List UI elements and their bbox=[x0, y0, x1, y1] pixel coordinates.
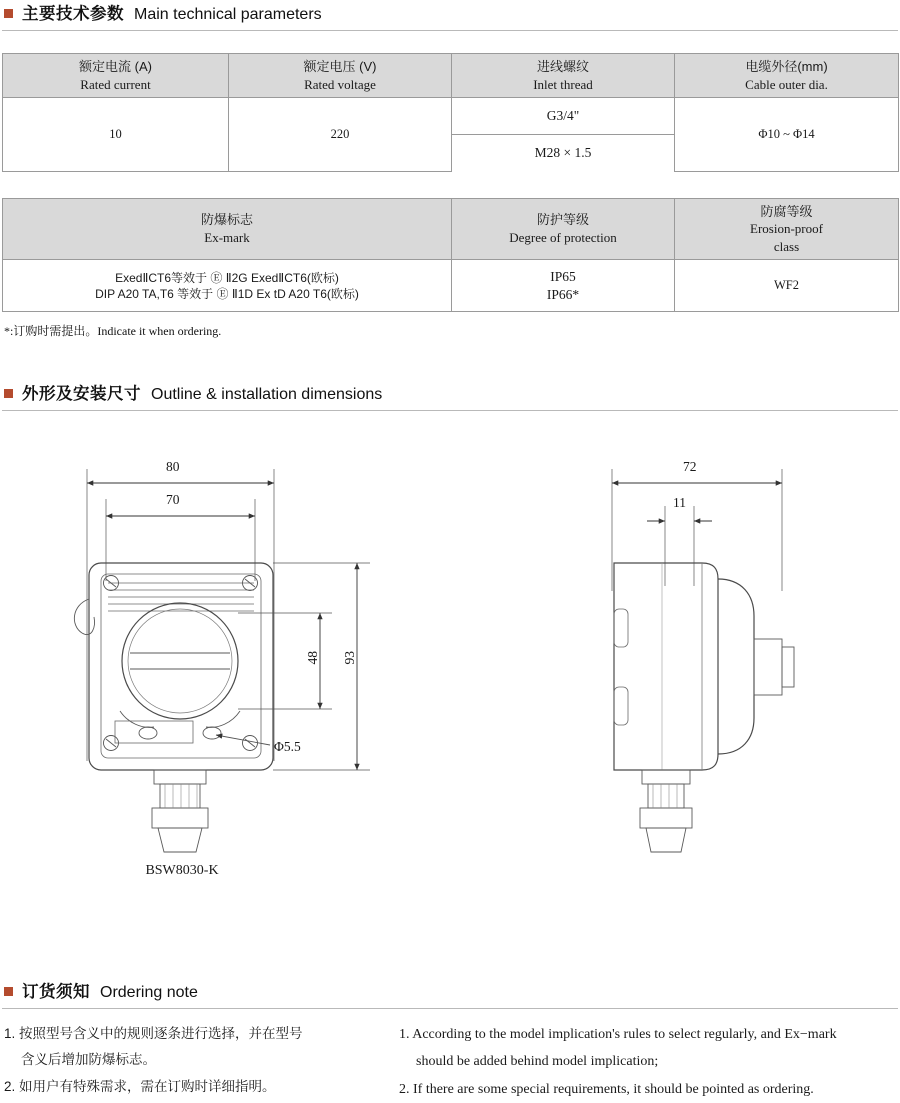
ordering-item bbox=[4, 1074, 399, 1100]
inlet-thread-option-2: M28 × 1.5 bbox=[534, 144, 592, 160]
section-title-en: Ordering note bbox=[100, 984, 198, 1001]
header-cell-cable-outer-dia bbox=[675, 54, 899, 98]
item-text: 如用户有特殊需求，需在订购时详细指明。 bbox=[19, 1078, 276, 1094]
section-outline-installation bbox=[0, 380, 900, 931]
section-header-ordering bbox=[0, 978, 900, 1008]
header-en: Rated voltage bbox=[304, 76, 376, 92]
outline-drawing-svg bbox=[2, 411, 898, 921]
ex-mark-line-2: DIP A20 TA,T6 等效于 Ⓔ Ⅱ1D Ex tD A20 T6(欧标) bbox=[95, 286, 359, 301]
dim-label-detail: 11 bbox=[673, 495, 686, 510]
ex-mark-line-1: ExedⅡCT6等效于 Ⓔ Ⅱ2G ExedⅡCT6(欧标) bbox=[115, 270, 339, 285]
ordering-note-english bbox=[399, 1021, 869, 1103]
dim-label-hole-diameter: Φ5.5 bbox=[274, 739, 301, 754]
table-header-row bbox=[3, 54, 899, 98]
item-number: 2. bbox=[4, 1078, 16, 1094]
header-en: Ex-mark bbox=[204, 229, 250, 245]
table-ex-mark bbox=[2, 198, 899, 313]
dim-label-width-inner: 70 bbox=[166, 492, 180, 507]
section-title-en: Outline & installation dimensions bbox=[151, 386, 383, 403]
square-bullet-icon bbox=[4, 389, 13, 398]
cell-rated-current-value: 10 bbox=[3, 98, 229, 172]
dim-label-height: 93 bbox=[342, 651, 357, 665]
header-cell-degree-of-protection bbox=[452, 198, 675, 260]
section-title-en: Main technical parameters bbox=[134, 6, 322, 23]
ordering-item bbox=[399, 1076, 869, 1103]
item-text: If there are some special requirements, it should be pointed as ordering. bbox=[413, 1081, 814, 1097]
table-technical-parameters bbox=[2, 53, 899, 172]
header-cell-rated-voltage bbox=[229, 54, 452, 98]
cell-ex-mark-value bbox=[3, 260, 452, 312]
item-number: 2. bbox=[399, 1081, 410, 1097]
ordering-note-chinese bbox=[4, 1021, 399, 1103]
header-cn: 防护等级 bbox=[536, 212, 589, 228]
item-number: 1. bbox=[4, 1026, 16, 1041]
ordering-note-columns bbox=[4, 1021, 900, 1103]
table-header-row bbox=[3, 198, 899, 260]
item-number: 1. bbox=[399, 1027, 410, 1042]
square-bullet-icon bbox=[4, 9, 13, 18]
section-title-cn: 订货须知 bbox=[22, 983, 90, 1001]
header-cell-ex-mark bbox=[3, 198, 452, 260]
protection-line-2: IP66* bbox=[546, 286, 580, 302]
header-en-2: class bbox=[773, 238, 800, 254]
footnote-ordering-indication: *:订购时需提出。Indicate it when ordering. bbox=[4, 324, 222, 339]
item-text: 按照型号含义中的规则逐条进行选择，并在型号 bbox=[19, 1026, 303, 1041]
cell-rated-voltage-value: 220 bbox=[229, 98, 452, 172]
table-row bbox=[3, 98, 899, 172]
header-cn: 进线螺纹 bbox=[536, 59, 589, 74]
section-header-outline bbox=[0, 380, 900, 410]
header-cn: 额定电压 (V) bbox=[303, 59, 377, 74]
header-en: Rated current bbox=[80, 76, 151, 92]
header-cn: 防腐等级 bbox=[760, 203, 813, 219]
protection-line-1: IP65 bbox=[550, 268, 576, 284]
dim-label-height-inner: 48 bbox=[305, 651, 320, 665]
header-cn: 防爆标志 bbox=[200, 212, 253, 228]
section-header-params bbox=[0, 0, 900, 30]
header-cell-erosion-proof-class bbox=[675, 198, 899, 260]
table-row bbox=[3, 260, 899, 312]
section-title-cn: 外形及安装尺寸 bbox=[22, 385, 141, 403]
drawing-caption-model: BSW8030-K bbox=[145, 863, 219, 878]
header-cn: 电缆外径(mm) bbox=[745, 59, 828, 74]
ordering-item-cont: should be added behind model implication; bbox=[416, 1054, 659, 1070]
dim-label-width-outer: 80 bbox=[166, 459, 180, 474]
cell-degree-of-protection-value bbox=[452, 260, 675, 312]
square-bullet-icon bbox=[4, 987, 13, 996]
ordering-item bbox=[399, 1021, 869, 1048]
technical-drawing bbox=[2, 411, 898, 931]
ordering-item-cont: 含义后增加防爆标志。 bbox=[21, 1052, 156, 1068]
section-divider bbox=[2, 1008, 898, 1009]
dim-label-depth: 72 bbox=[683, 459, 697, 474]
header-cell-rated-current bbox=[3, 54, 229, 98]
header-cell-inlet-thread bbox=[452, 54, 675, 98]
cell-inlet-thread-values bbox=[452, 98, 675, 172]
cell-cable-outer-dia-value: Φ10 ~ Φ14 bbox=[675, 98, 899, 172]
header-en: Erosion-proof bbox=[750, 221, 823, 237]
cell-erosion-proof-value: WF2 bbox=[675, 260, 899, 312]
header-en: Inlet thread bbox=[533, 76, 593, 92]
header-en: Degree of protection bbox=[509, 229, 617, 245]
ordering-item bbox=[4, 1021, 399, 1047]
item-text: According to the model implication's rules to select regularly, and Ex−mark bbox=[412, 1027, 837, 1042]
header-cn: 额定电流 (A) bbox=[79, 59, 152, 74]
inlet-thread-option-1: G3/4" bbox=[452, 98, 674, 135]
header-en: Cable outer dia. bbox=[745, 76, 828, 92]
section-title-cn: 主要技术参数 bbox=[22, 5, 124, 23]
section-ordering-note bbox=[0, 978, 900, 1103]
section-main-technical-parameters bbox=[0, 0, 900, 339]
